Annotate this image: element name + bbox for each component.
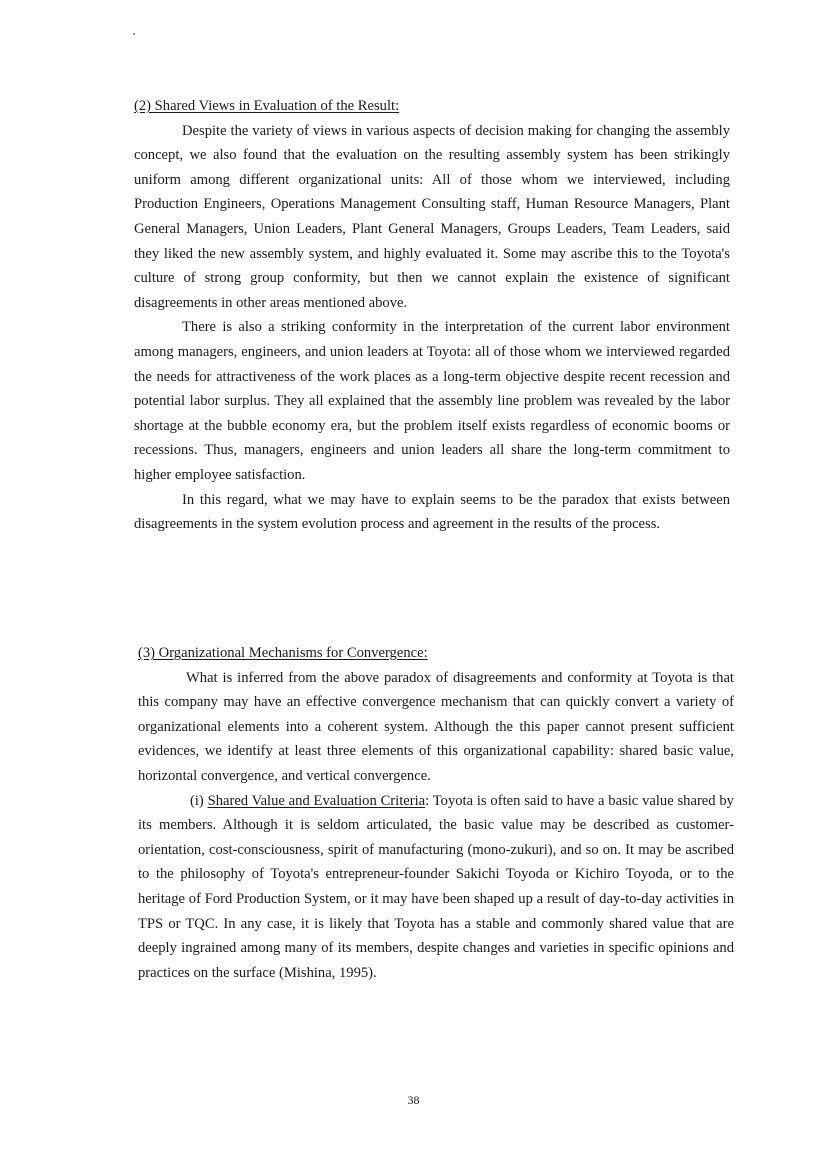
body-paragraph: Despite the variety of views in various aspects of decision making for changing the assembly concept, we also found that the evaluation on the resulting assembly system has been strikingly uniform among different organizational units: All of those whom we interviewed, including Production Engineers, Operations Management Consulting staff, Human Resource Managers, Plant General Managers, Union Leaders, Plant General Managers, Groups Leaders, Team Leaders, said they liked the new assembly system, and highly evaluated it. Some may ascribe this to the Toyota's culture of strong group conformity, but then we cannot explain the existence of significant disagreements in other areas mentioned above.	[134, 122, 730, 311]
body-paragraph: What is inferred from the above paradox of disagreements and conformity at Toyota is that this company may have an effective convergence mechanism that can quickly convert a variety of organizational elements into a coherent system. Although the this paper cannot present sufficient evidences, we identify at least three elements of this organizational capability: shared basic value, horizontal convergence, and vertical convergence.	[138, 669, 734, 784]
list-item-body: : Toyota is often said to have a basic value shared by its members. Although it is seldom articulated, the basic value may be described as customer-orientation, cost-consciousness, spirit of manufacturing (mono-zukuri), and so on. It may be ascribed to the philosophy of Toyota's entrepreneur-founder Sakichi Toyoda or Kichiro Toyoda, or to the heritage of Ford Production System, or it may have been shaped up a result of day-to-day activities in TPS or TQC. In any case, it is likely that Toyota has a stable and commonly shared value that are deeply ingrained among many of its members, despite changes and varieties in specific opinions and practices on the surface (Mishina, 1995).	[138, 792, 734, 981]
list-item-heading: Shared Value and Evaluation Criteria	[207, 792, 426, 809]
section-heading-text: (3) Organizational Mechanisms for Convergence:	[138, 645, 428, 661]
list-item-shared-value	[138, 789, 734, 986]
section-shared-views	[134, 94, 730, 537]
section-heading	[138, 641, 734, 666]
section-heading-text: (2) Shared Views in Evaluation of the Result:	[134, 98, 400, 114]
body-paragraph: There is also a striking conformity in the interpretation of the current labor environment among managers, engineers, and union leaders at Toyota: all of those whom we interviewed regarded the needs for attractiveness of the work places as a long-term objective despite recent recession and potential labor surplus. They all explained that the assembly line problem was revealed by the labor shortage at the bubble economy era, but the problem itself exists regardless of economic booms or recessions. Thus, managers, engineers and union leaders all share the long-term commitment to higher employee satisfaction.	[134, 319, 730, 483]
section-organizational-mechanisms	[138, 641, 734, 985]
page-number: 38	[407, 1093, 420, 1107]
list-item-label: (i)	[190, 792, 208, 809]
section-heading	[134, 94, 730, 119]
scan-speck	[133, 33, 135, 35]
body-paragraph: In this regard, what we may have to explain seems to be the paradox that exists between disagreements in the system evolution process and agreement in the results of the process.	[134, 491, 730, 533]
